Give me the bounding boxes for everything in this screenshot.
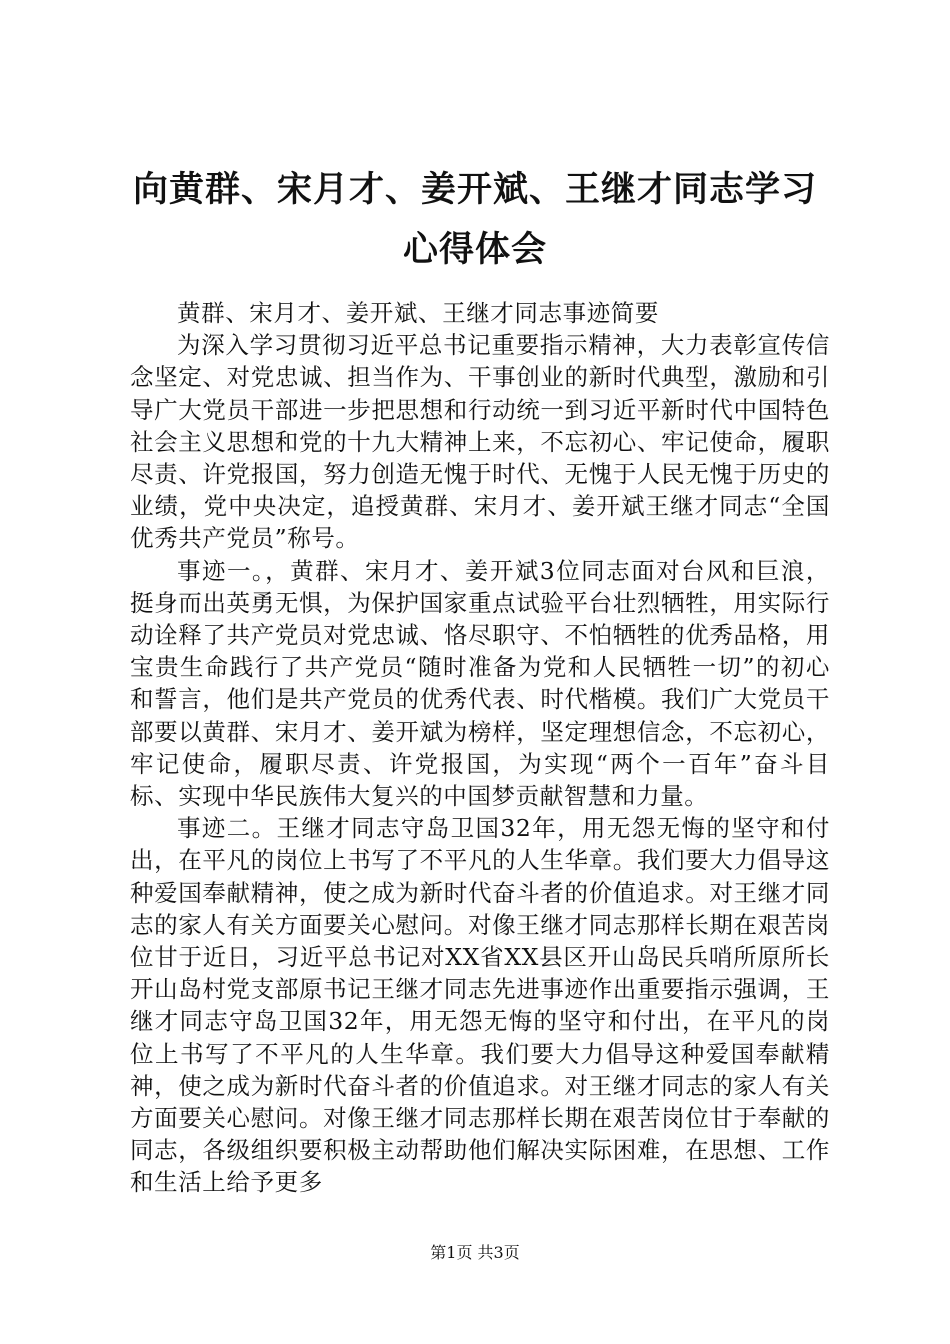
paragraph-introduction: 为深入学习贯彻习近平总书记重要指示精神，大力表彰宣传信念坚定、对党忠诚、担当作为、干事创业的新时代典型，激励和引导广大党员干部进一步把思想和行动统一到习近平新时代中国特色社会主义思想和党的十九大精神上来，不忘初心、牢记使命，履职尽责、许党报国，努力创造无愧于时代、无愧于人民无愧于历史的业绩，党中央决定，追授黄群、宋月才、姜开斌王继才同志“全国优秀共产党员”称号。 [130, 331, 830, 553]
document-title: 向黄群、宋月才、姜开斌、王继才同志学习心得体会 [132, 170, 817, 270]
document-body [130, 297, 830, 1199]
paragraph-summary-heading: 黄群、宋月才、姜开斌、王继才同志事迹简要 [177, 299, 659, 327]
paragraph-deed-one: 事迹一。，黄群、宋月才、姜开斌3位同志面对台风和巨浪，挺身而出英勇无惧，为保护国家重点试验平台壮烈牺牲，用实际行动诠释了共产党员对党忠诚、恪尽职守、不怕牺牲的优秀品格，用宝贵生命践行了共产党员“随时准备为党和人民牺牲一切”的初心和誓言，他们是共产党员的优秀代表、时代楷模。我们广大党员干部要以黄群、宋月才、姜开斌为榜样，坚定理想信念，不忘初心，牢记使命，履职尽责、许党报国，为实现“两个一百年”奋斗目标、实现中华民族伟大复兴的中国梦贡献智慧和力量。 [130, 556, 830, 811]
paragraph-deed-two: 事迹二。王继才同志守岛卫国32年，用无怨无悔的坚守和付出，在平凡的岗位上书写了不平凡的人生华章。我们要大力倡导这种爱国奉献精神，使之成为新时代奋斗者的价值追求。对王继才同志的家人有关方面要关心慰问。对像王继才同志那样长期在艰苦岗位甘于近日，习近平总书记对XX省XX县区开山岛民兵哨所原所长开山岛村党支部原书记王继才同志先进事迹作出重要指示强调，王继才同志守岛卫国32年，用无怨无悔的坚守和付出，在平凡的岗位上书写了不平凡的人生华章。我们要大力倡导这种爱国奉献精神，使之成为新时代奋斗者的价值追求。对王继才同志的家人有关方面要关心慰问。对像王继才同志那样长期在艰苦岗位甘于奉献的同志，各级组织要积极主动帮助他们解决实际困难，在思想、工作和生活上给予更多 [130, 814, 830, 1197]
page-footer: 第1页 共3页 [430, 1243, 520, 1262]
